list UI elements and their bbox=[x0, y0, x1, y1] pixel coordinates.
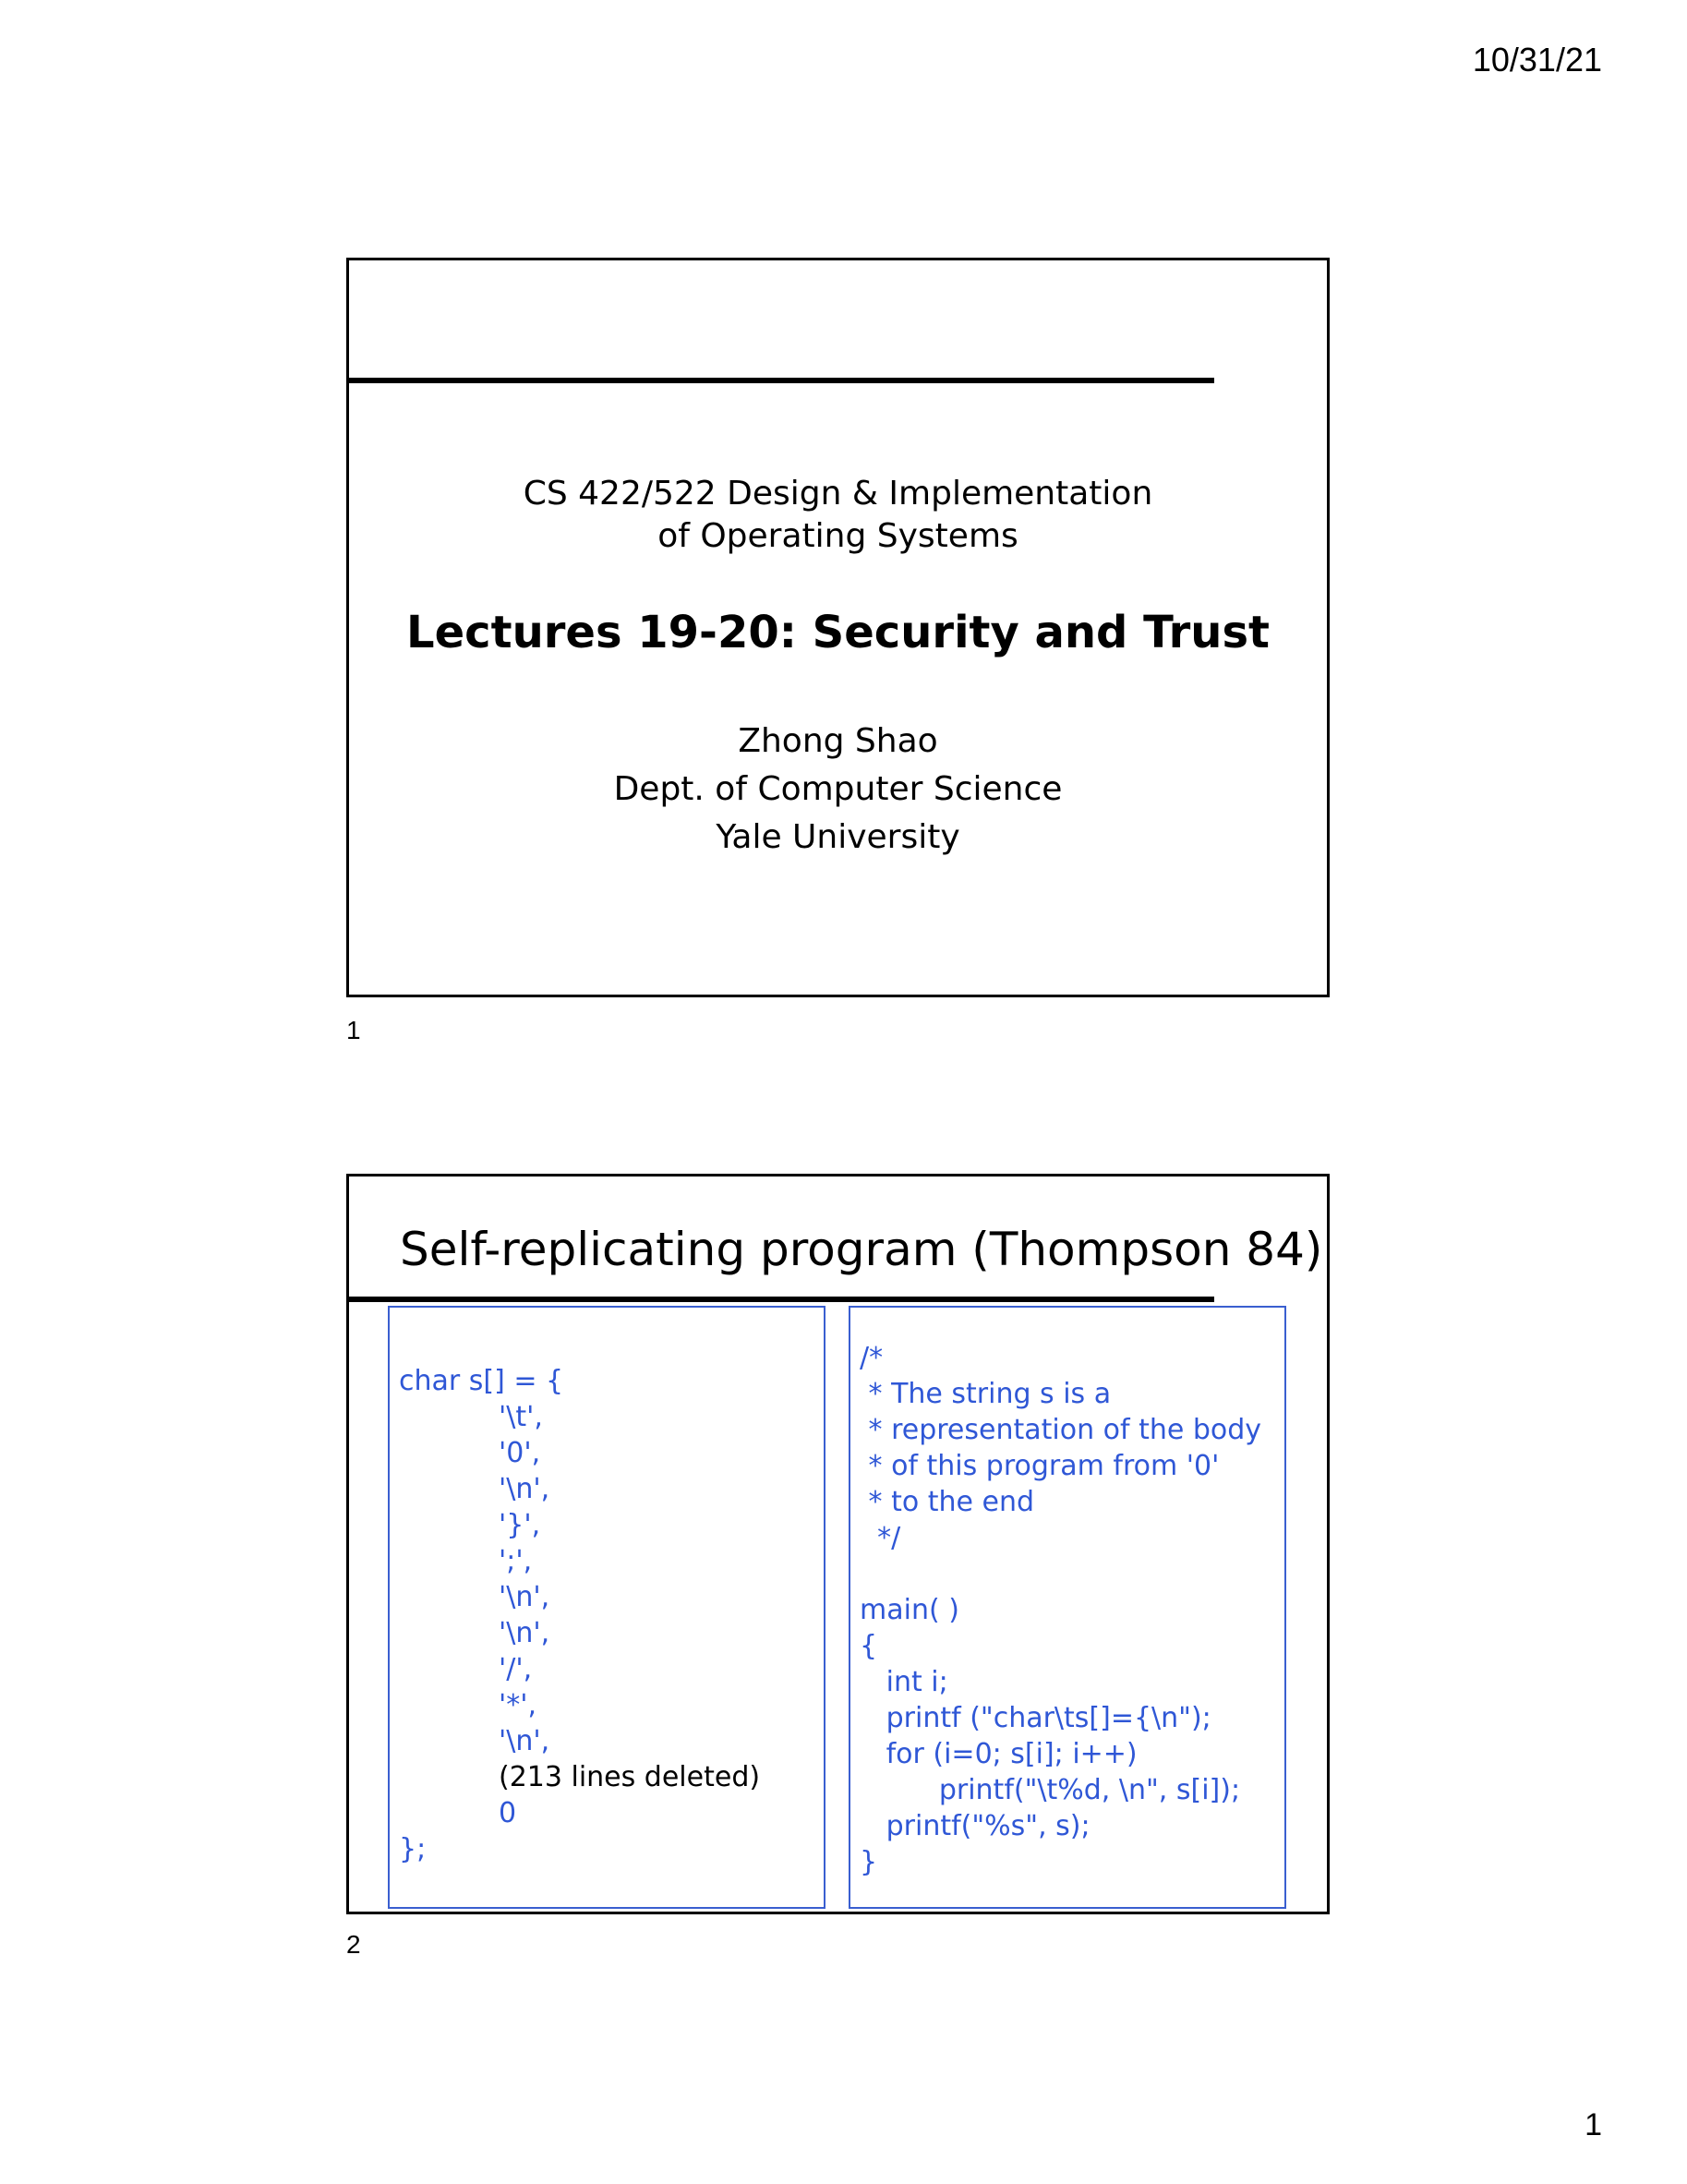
code-line: '}', bbox=[499, 1509, 541, 1541]
code-line: ';', bbox=[499, 1545, 533, 1577]
code-line: '*', bbox=[499, 1689, 537, 1721]
code-line: printf ("char\ts[]={\n"); bbox=[860, 1702, 1211, 1734]
code-line: /* bbox=[860, 1342, 884, 1374]
code-line: * representation of the body bbox=[860, 1414, 1262, 1446]
code-line: }; bbox=[399, 1833, 427, 1865]
author-dept: Dept. of Computer Science bbox=[613, 770, 1063, 808]
code-line: '/', bbox=[499, 1653, 533, 1685]
slide-1 bbox=[346, 258, 1330, 997]
code-line: { bbox=[860, 1630, 878, 1662]
author-block bbox=[349, 718, 1327, 862]
header-date: 10/31/21 bbox=[1472, 41, 1602, 78]
code-line: 0 bbox=[499, 1797, 517, 1829]
code-line: */ bbox=[860, 1522, 901, 1554]
title-rule bbox=[349, 1297, 1214, 1302]
code-line: * to the end bbox=[860, 1486, 1035, 1518]
code-line: * of this program from '0' bbox=[860, 1450, 1220, 1482]
code-line: '\n', bbox=[499, 1617, 550, 1649]
page-number: 1 bbox=[1585, 2107, 1602, 2142]
course-line-2: of Operating Systems bbox=[657, 517, 1018, 555]
code-line: int i; bbox=[860, 1666, 948, 1698]
code-line: '\n', bbox=[499, 1581, 550, 1613]
author-university: Yale University bbox=[716, 818, 960, 856]
title-rule bbox=[349, 378, 1214, 383]
code-line: (213 lines deleted) bbox=[499, 1761, 761, 1793]
slide-title: Self-replicating program (Thompson 84) bbox=[400, 1223, 1323, 1276]
code-line: '\t', bbox=[499, 1401, 543, 1433]
slide-number: 2 bbox=[346, 1930, 361, 1959]
slide-number: 1 bbox=[346, 1016, 361, 1044]
code-line: * The string s is a bbox=[860, 1378, 1112, 1410]
left-code-box bbox=[388, 1306, 825, 1909]
code-line: '0', bbox=[499, 1437, 541, 1469]
code-line: '\n', bbox=[499, 1473, 550, 1505]
lecture-title: Lectures 19-20: Security and Trust bbox=[406, 607, 1270, 658]
code-line: printf("\t%d, \n", s[i]); bbox=[860, 1774, 1241, 1806]
course-line-1: CS 422/522 Design & Implementation bbox=[523, 475, 1153, 513]
code-line: main( ) bbox=[860, 1594, 959, 1626]
right-code-box bbox=[849, 1306, 1286, 1909]
author-name: Zhong Shao bbox=[738, 722, 938, 760]
code-line: for (i=0; s[i]; i++) bbox=[860, 1738, 1138, 1770]
slide-2 bbox=[346, 1174, 1330, 1914]
course-title bbox=[349, 473, 1327, 558]
code-line: } bbox=[860, 1846, 878, 1878]
code-line: '\n', bbox=[499, 1725, 550, 1757]
code-line: char s[] = { bbox=[399, 1365, 564, 1397]
code-line: printf("%s", s); bbox=[860, 1810, 1091, 1842]
